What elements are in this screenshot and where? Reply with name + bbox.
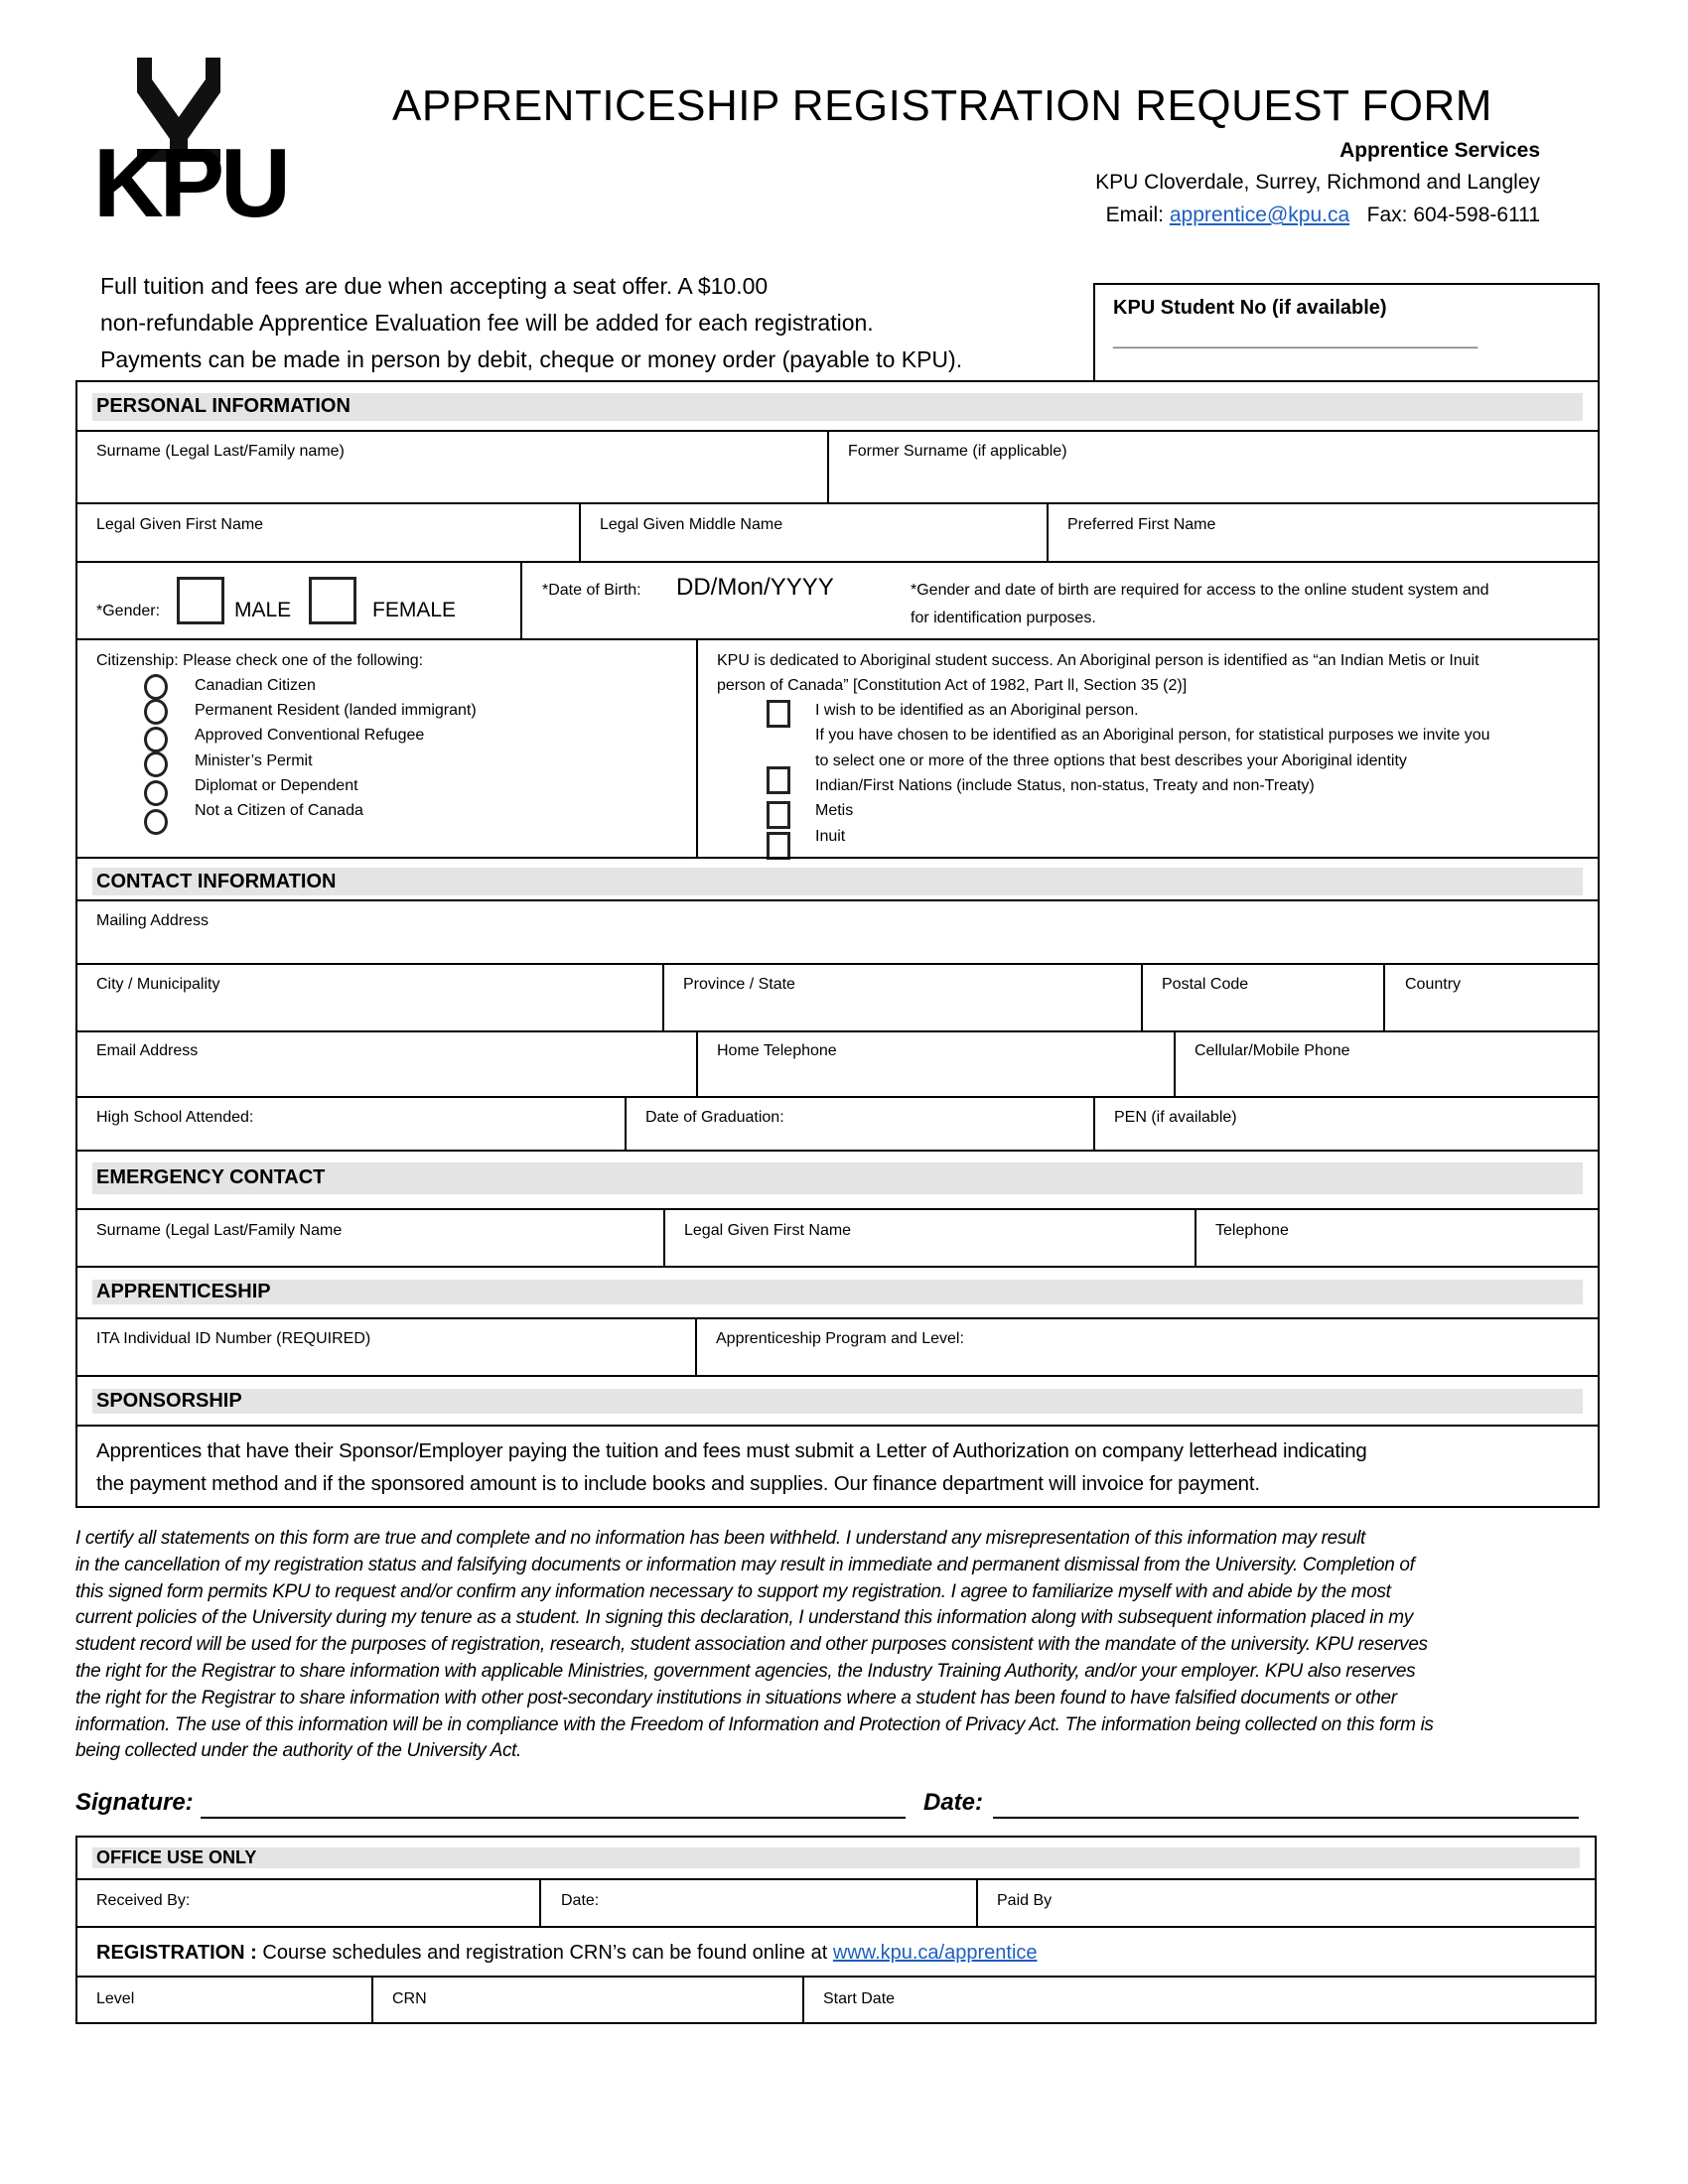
date-line[interactable] xyxy=(993,1817,1579,1819)
preferred-name-field[interactable]: Preferred First Name xyxy=(1067,516,1216,533)
surname-field[interactable]: Surname (Legal Last/Family name) xyxy=(96,443,345,460)
dob-field[interactable]: DD/Mon/YYYY xyxy=(676,574,834,601)
aboriginal-wish-label: I wish to be identified as an Aboriginal person. xyxy=(815,702,1139,719)
postal-code-field[interactable]: Postal Code xyxy=(1162,976,1249,993)
gender-label: *Gender: xyxy=(96,603,161,619)
cert-line: in the cancellation of my registration status and falsifying documents or information may result in immediate and permanent dismissal from the University. Completion of xyxy=(75,1554,1415,1575)
cert-line: current policies of the University during my tenure as a student. In signing this declaration, I understand this information along with subsequent information placed in my xyxy=(75,1607,1413,1629)
aboriginal-checkbox[interactable] xyxy=(767,700,790,728)
aboriginal-option-label: Indian/First Nations (include Status, non-status, Treaty and non-Treaty) xyxy=(815,777,1315,794)
registration-label: REGISTRATION : xyxy=(96,1942,257,1964)
section-sponsorship: SPONSORSHIP xyxy=(96,1390,242,1412)
male-checkbox[interactable] xyxy=(177,577,224,624)
citizenship-option-label: Diplomat or Dependent xyxy=(195,777,358,794)
cert-line: I certify all statements on this form are true and complete and no information has been withheld. I understand any misrepresentation of this information may result xyxy=(75,1528,1365,1549)
fee-notice xyxy=(100,268,962,378)
dob-label: *Date of Birth: xyxy=(542,582,641,599)
citizenship-option-label: Permanent Resident (landed immigrant) xyxy=(195,702,477,719)
citizenship-option-label: Approved Conventional Refugee xyxy=(195,727,425,744)
citizenship-label: Citizenship: Please check one of the following: xyxy=(96,652,424,669)
fee-line: Payments can be made in person by debit, cheque or money order (payable to KPU). xyxy=(100,346,963,372)
aboriginal-option-label: Metis xyxy=(815,802,854,819)
cert-line: this signed form permits KPU to request and/or confirm any information necessary to support my registration. I agree to familiarize myself with and abide by the most xyxy=(75,1580,1391,1602)
province-field[interactable]: Province / State xyxy=(683,976,795,993)
email-address-field[interactable]: Email Address xyxy=(96,1042,199,1059)
aboriginal-intro: KPU is dedicated to Aboriginal student success. An Aboriginal person is identified as “an Indian Metis or Inuit xyxy=(717,652,1479,669)
former-surname-field[interactable]: Former Surname (if applicable) xyxy=(848,443,1067,460)
section-office: OFFICE USE ONLY xyxy=(96,1847,257,1867)
date-label: Date: xyxy=(923,1789,984,1816)
fee-line: non-refundable Apprentice Evaluation fee will be added for each registration. xyxy=(100,310,874,336)
graduation-date-field[interactable]: Date of Graduation: xyxy=(645,1109,784,1126)
cert-line: the right for the Registrar to share information with applicable Ministries, government agencies, the Industry Training Authority, and/or your employer. KPU also reserves xyxy=(75,1660,1416,1682)
cert-line: student record will be used for the purposes of registration, research, student association and other purposes consistent with the mandate of the university. KPU reserves xyxy=(75,1634,1428,1656)
email-label: Email: xyxy=(1105,204,1165,226)
first-name-field[interactable]: Legal Given First Name xyxy=(96,516,264,533)
home-phone-field[interactable]: Home Telephone xyxy=(717,1042,837,1059)
radio-ministers-permit[interactable] xyxy=(144,751,168,777)
certification-statement xyxy=(75,1526,1434,1765)
citizenship-option-label: Not a Citizen of Canada xyxy=(195,802,363,819)
pen-field[interactable]: PEN (if available) xyxy=(1114,1109,1237,1126)
student-no-line: _________________________________ xyxy=(1113,329,1478,350)
aboriginal-option-label: Inuit xyxy=(815,828,846,845)
kpu-logo-text: KPU xyxy=(93,128,287,237)
campuses: KPU Cloverdale, Surrey, Richmond and Langley xyxy=(1095,171,1540,194)
emergency-first-name-field[interactable]: Legal Given First Name xyxy=(684,1222,852,1239)
aboriginal-intro-2: person of Canada” [Constitution Act of 1982, Part ll, Section 35 (2)] xyxy=(717,677,1188,694)
first-nations-checkbox[interactable] xyxy=(767,766,790,794)
cert-line: being collected under the authority of the University Act. xyxy=(75,1740,521,1762)
student-no-label: KPU Student No (if available) xyxy=(1113,297,1387,319)
office-date-field[interactable]: Date: xyxy=(561,1892,600,1909)
middle-name-field[interactable]: Legal Given Middle Name xyxy=(600,516,783,533)
start-date-field[interactable]: Start Date xyxy=(823,1990,896,2007)
ita-id-field[interactable]: ITA Individual ID Number (REQUIRED) xyxy=(96,1330,371,1347)
section-emergency: EMERGENCY CONTACT xyxy=(96,1166,326,1188)
city-field[interactable]: City / Municipality xyxy=(96,976,220,993)
inuit-checkbox[interactable] xyxy=(767,832,790,860)
radio-canadian-citizen[interactable] xyxy=(144,674,168,700)
crn-field[interactable]: CRN xyxy=(392,1990,427,2007)
metis-checkbox[interactable] xyxy=(767,801,790,829)
radio-refugee[interactable] xyxy=(144,727,168,752)
program-level-field[interactable]: Apprenticeship Program and Level: xyxy=(716,1330,964,1347)
registration-note xyxy=(96,1942,1038,1965)
aboriginal-stat-text: If you have chosen to be identified as an Aboriginal person, for statistical purposes we invite you xyxy=(815,727,1490,744)
radio-diplomat[interactable] xyxy=(144,780,168,806)
signature-label: Signature: xyxy=(75,1789,194,1816)
gender-dob-note: *Gender and date of birth are required for access to the online student system and xyxy=(911,582,1489,599)
signature-line[interactable] xyxy=(201,1817,906,1819)
mailing-address-field[interactable]: Mailing Address xyxy=(96,912,209,929)
section-apprenticeship: APPRENTICESHIP xyxy=(96,1281,271,1302)
cert-line: the right for the Registrar to share information with other post-secondary institutions in situations where a student has been found to have falsified documents or other xyxy=(75,1687,1397,1708)
student-no-box[interactable] xyxy=(1093,283,1600,382)
aboriginal-stat-text-2: to select one or more of the three options that best describes your Aboriginal identity xyxy=(815,752,1407,769)
emergency-phone-field[interactable]: Telephone xyxy=(1215,1222,1289,1239)
citizenship-option-label: Canadian Citizen xyxy=(195,677,316,694)
high-school-field[interactable]: High School Attended: xyxy=(96,1109,254,1126)
email-link[interactable]: apprentice@kpu.ca xyxy=(1169,204,1350,226)
section-personal: PERSONAL INFORMATION xyxy=(96,395,351,417)
emergency-surname-field[interactable]: Surname (Legal Last/Family Name xyxy=(96,1222,343,1239)
fee-line: Full tuition and fees are due when accepting a seat offer. A $10.00 xyxy=(100,273,769,299)
page-title: APPRENTICESHIP REGISTRATION REQUEST FORM xyxy=(392,81,1492,130)
received-by-field[interactable]: Received By: xyxy=(96,1892,191,1909)
sponsorship-text-2: the payment method and if the sponsored amount is to include books and supplies. Our finance department will invoice for payment. xyxy=(96,1472,1260,1495)
fax: Fax: 604-598-6111 xyxy=(1366,204,1540,226)
paid-by-field[interactable]: Paid By xyxy=(997,1892,1053,1909)
radio-not-citizen[interactable] xyxy=(144,809,168,835)
citizenship-option-label: Minister’s Permit xyxy=(195,752,313,769)
country-field[interactable]: Country xyxy=(1405,976,1462,993)
radio-permanent-resident[interactable] xyxy=(144,699,168,725)
mobile-phone-field[interactable]: Cellular/Mobile Phone xyxy=(1195,1042,1350,1059)
male-label: MALE xyxy=(234,599,292,621)
registration-link[interactable]: www.kpu.ca/apprentice xyxy=(832,1942,1038,1964)
cert-line: information. The use of this information will be in compliance with the Freedom of Information and Protection of Privacy Act. The information being collected on this form is xyxy=(75,1713,1434,1735)
sponsorship-text: Apprentices that have their Sponsor/Employer paying the tuition and fees must submit a Letter of Authorization on company letterhead indicating xyxy=(96,1439,1367,1462)
registration-text: Course schedules and registration CRN’s can be found online at xyxy=(262,1942,828,1964)
department-name: Apprentice Services xyxy=(1339,139,1540,162)
section-contact: CONTACT INFORMATION xyxy=(96,871,337,892)
female-label: FEMALE xyxy=(372,599,457,621)
gender-dob-note-2: for identification purposes. xyxy=(911,610,1096,626)
level-field[interactable]: Level xyxy=(96,1990,135,2007)
female-checkbox[interactable] xyxy=(309,577,356,624)
contact-line xyxy=(1106,204,1540,227)
